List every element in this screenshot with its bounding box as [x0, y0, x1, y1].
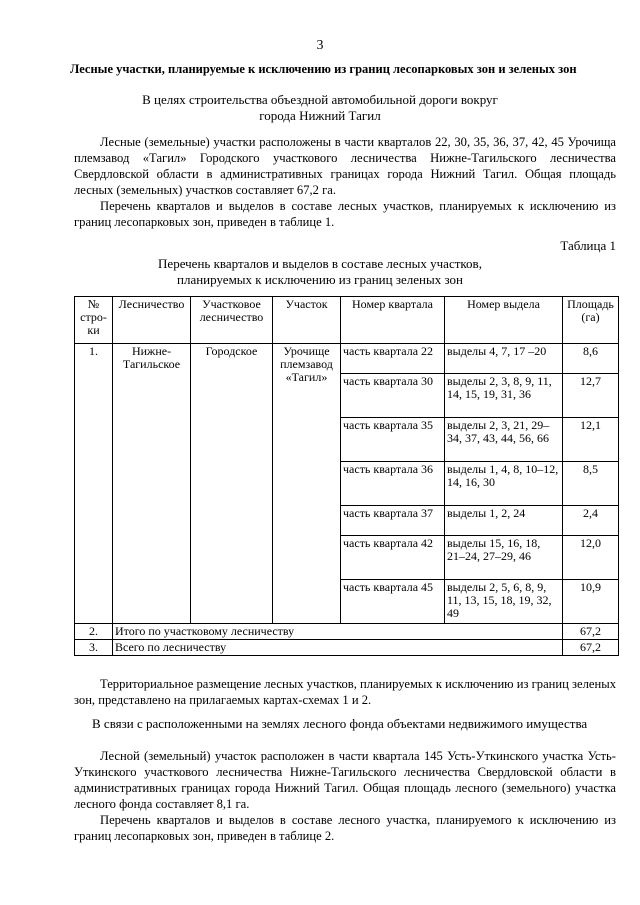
section-2-heading: В связи с расположенными на землях лесного фонда объектами недвижимого имущества — [92, 716, 588, 731]
header-quarter-number: Номер квартала — [341, 297, 445, 344]
area-cell: 12,7 — [563, 374, 619, 418]
total-district-area: 67,2 — [563, 624, 619, 640]
quarter-cell: часть квартала 42 — [341, 536, 445, 580]
row-number-cell: 1. — [75, 344, 113, 624]
header-row-number: № стро-ки — [75, 297, 113, 344]
header-district-forestry: Участковое лесничество — [191, 297, 273, 344]
area-cell: 12,1 — [563, 418, 619, 462]
paragraph-3: Территориальное размещение лесных участков, планируемых к исключению из границ зеленых зон, представлено на прилагаемых картах-схемах 1 и 2. — [74, 677, 616, 707]
document-title: Лесные участки, планируемые к исключению из границ лесопарковых зон и зеленых зон — [70, 62, 577, 76]
quarter-cell: часть квартала 37 — [341, 506, 445, 536]
total-forestry-number: 3. — [75, 640, 113, 656]
area-cell: 2,4 — [563, 506, 619, 536]
plots-cell: выделы 4, 7, 17 –20 — [445, 344, 563, 374]
area-cell: 10,9 — [563, 580, 619, 624]
subtitle-line-2: города Нижний Тагил — [259, 108, 381, 123]
total-forestry-row — [75, 640, 619, 656]
quarter-cell: часть квартала 35 — [341, 418, 445, 462]
subtitle-line-1: В целях строительства объездной автомобильной дороги вокруг — [142, 92, 498, 107]
data-table — [74, 296, 619, 656]
plots-cell: выделы 15, 16, 18, 21–24, 27–29, 46 — [445, 536, 563, 580]
total-forestry-label: Всего по лесничеству — [113, 640, 563, 656]
area-cell: 8,6 — [563, 344, 619, 374]
subtitle — [120, 92, 520, 124]
district-cell: Городское — [191, 344, 273, 624]
page-number: 3 — [316, 38, 324, 53]
total-forestry-area: 67,2 — [563, 640, 619, 656]
total-district-label: Итого по участковому лесничеству — [113, 624, 563, 640]
paragraph-5: Перечень кварталов и выделов в составе лесного участка, планируемого к исключению из границ лесопарковых зон, приведен в таблице 2. — [74, 813, 616, 843]
forestry-cell: Нижне-Тагильское — [113, 344, 191, 624]
header-plot-number: Номер выдела — [445, 297, 563, 344]
table-row — [75, 344, 619, 374]
plots-cell: выделы 1, 4, 8, 10–12, 14, 16, 30 — [445, 462, 563, 506]
paragraph-1: Лесные (земельные) участки расположены в части кварталов 22, 30, 35, 36, 37, 42, 45 Урочища племзавод «Тагил» Городского участкового лесничества Нижне-Тагильского лесничества Свердловской области в административных границах города Нижний Тагил. Общая площадь лесных (земельных) участков составляет 67,2 га. — [74, 135, 616, 197]
table-header-row — [75, 297, 619, 344]
header-site: Участок — [273, 297, 341, 344]
total-district-row — [75, 624, 619, 640]
paragraph-4: Лесной (земельный) участок расположен в части квартала 145 Усть-Уткинского участка Усть-Уткинского участкового лесничества Нижне-Тагильского лесничества Свердловской области в административных границах города Нижний Тагил. Общая площадь лесного (земельного) участка лесного фонда составляет 8,1 га. — [74, 749, 616, 811]
table-caption — [120, 256, 520, 288]
plots-cell: выделы 2, 5, 6, 8, 9, 11, 13, 15, 18, 19, 32, 49 — [445, 580, 563, 624]
site-cell: Урочище племзавод «Тагил» — [273, 344, 341, 624]
quarter-cell: часть квартала 22 — [341, 344, 445, 374]
area-cell: 12,0 — [563, 536, 619, 580]
quarter-cell: часть квартала 36 — [341, 462, 445, 506]
table-caption-line-1: Перечень кварталов и выделов в составе лесных участков, — [158, 256, 482, 271]
header-area: Площадь (га) — [563, 297, 619, 344]
header-forestry: Лесничество — [113, 297, 191, 344]
table-label: Таблица 1 — [560, 238, 616, 253]
plots-cell: выделы 1, 2, 24 — [445, 506, 563, 536]
plots-cell: выделы 2, 3, 21, 29–34, 37, 43, 44, 56, 66 — [445, 418, 563, 462]
area-cell: 8,5 — [563, 462, 619, 506]
table-caption-line-2: планируемых к исключению из границ зеленых зон — [177, 272, 463, 287]
quarter-cell: часть квартала 45 — [341, 580, 445, 624]
plots-cell: выделы 2, 3, 8, 9, 11, 14, 15, 19, 31, 36 — [445, 374, 563, 418]
total-district-number: 2. — [75, 624, 113, 640]
quarter-cell: часть квартала 30 — [341, 374, 445, 418]
paragraph-2: Перечень кварталов и выделов в составе лесных участков, планируемых к исключению из границ лесопарковых зон, приведен в таблице 1. — [74, 199, 616, 229]
